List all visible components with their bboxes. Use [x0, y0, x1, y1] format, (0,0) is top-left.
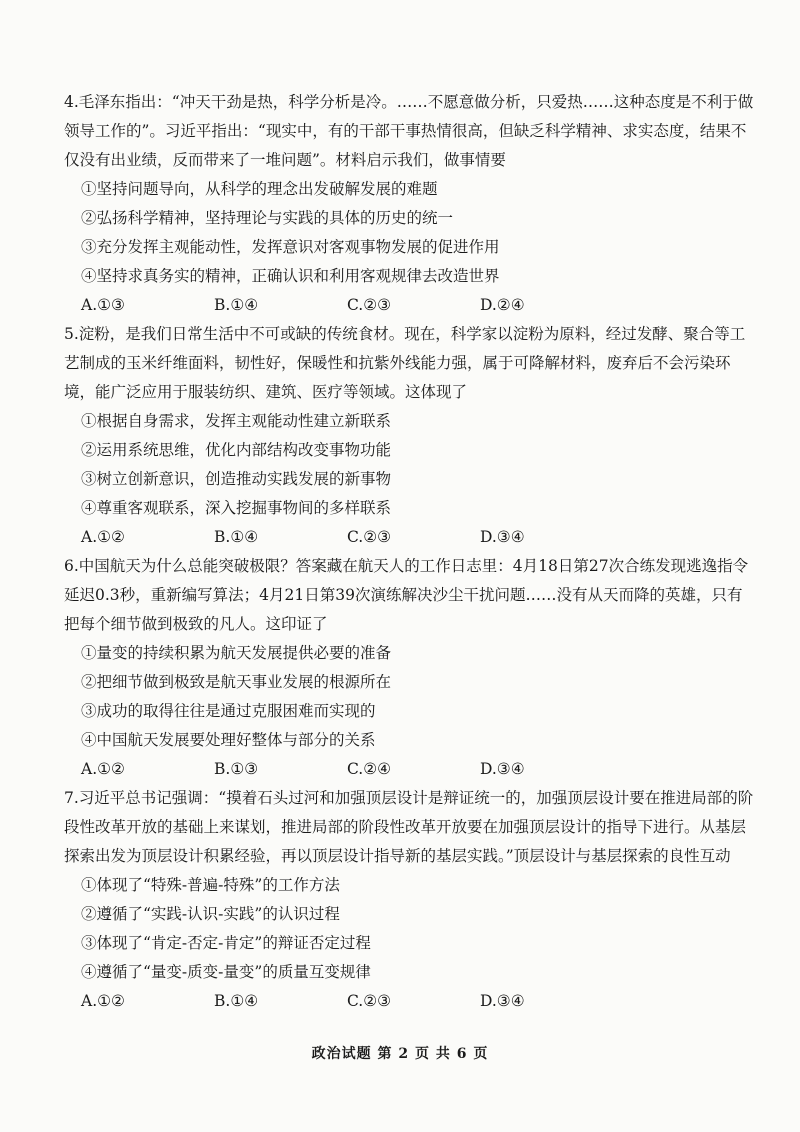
question-5	[64, 320, 754, 552]
answer-choices	[81, 987, 754, 1016]
question-4	[64, 88, 754, 320]
statement-option: ②遵循了“实践-认识-实践”的认识过程	[81, 905, 340, 923]
question-stem: 7.习近平总书记强调：“摸着石头过河和加强顶层设计是辩证统一的，加强顶层设计要在推进局部的阶段性改革开放的基础上来谋划，推进局部的阶段性改革开放要在加强顶层设计的指导下进行。从基层探索出发为顶层设计积累经验，再以顶层设计指导新的基层实践。”顶层设计与基层探索的良性互动	[64, 789, 754, 865]
answer-choice: A.①②	[81, 528, 125, 546]
page-footer: 政治试题 第 2 页 共 6 页	[311, 1046, 489, 1062]
answer-choice: C.②③	[347, 528, 392, 546]
question-6	[64, 552, 754, 784]
statement-option: ①体现了“特殊-普遍-特殊”的工作方法	[81, 876, 340, 894]
answer-choice: A.①③	[81, 296, 125, 314]
answer-choice: C.②③	[347, 992, 392, 1010]
answer-choices	[81, 291, 754, 320]
statement-option: ③树立创新意识，创造推动实践发展的新事物	[81, 470, 392, 488]
statement-option: ④坚持求真务实的精神，正确认识和利用客观规律去改造世界	[81, 267, 500, 285]
question-stem: 5.淀粉，是我们日常生活中不可或缺的传统食材。现在，科学家以淀粉为原料，经过发酵、聚合等工艺制成的玉米纤维面料，韧性好，保暖性和抗紫外线能力强，属于可降解材料，废弃后不会污染环境，能广泛应用于服装纺织、建筑、医疗等领域。这体现了	[64, 325, 746, 401]
statement-option: ①根据自身需求，发挥主观能动性建立新联系	[81, 412, 392, 430]
statement-option: ④中国航天发展要处理好整体与部分的关系	[81, 731, 376, 749]
statement-option: ②运用系统思维，优化内部结构改变事物功能	[81, 441, 392, 459]
answer-choice: A.①②	[81, 992, 125, 1010]
answer-choice: D.②④	[480, 296, 525, 314]
statement-option: ③充分发挥主观能动性，发挥意识对客观事物发展的促进作用	[81, 238, 500, 256]
answer-choice: A.①②	[81, 760, 125, 778]
answer-choice: B.①④	[214, 528, 259, 546]
answer-choice: B.①③	[214, 760, 259, 778]
statement-option: ④尊重客观联系，深入挖掘事物间的多样联系	[81, 499, 392, 517]
answer-choice: D.③④	[480, 760, 525, 778]
question-7	[64, 784, 754, 1016]
statement-option: ②弘扬科学精神，坚持理论与实践的具体的历史的统一	[81, 209, 454, 227]
answer-choices	[81, 755, 754, 784]
answer-choice: B.①④	[214, 296, 259, 314]
answer-choices	[81, 523, 754, 552]
answer-choice: D.③④	[480, 992, 525, 1010]
question-stem: 6.中国航天为什么总能突破极限？答案藏在航天人的工作日志里：4月18日第27次合练发现逃逸指令延迟0.3秒，重新编写算法；4月21日第39次演练解决沙尘干扰问题……没有从天而降的英雄，只有把每个细节做到极致的凡人。这印证了	[64, 557, 749, 633]
question-stem: 4.毛泽东指出：“冲天干劲是热，科学分析是冷。……不愿意做分析，只爱热……这种态度是不利于做领导工作的”。习近平指出：“现实中，有的干部干事热情很高，但缺乏科学精神、求实态度，结果不仅没有出业绩，反而带来了一堆问题”。材料启示我们，做事情要	[64, 93, 754, 169]
question-list	[64, 88, 754, 1016]
answer-choice: C.②④	[347, 760, 392, 778]
statement-option: ①量变的持续积累为航天发展提供必要的准备	[81, 644, 392, 662]
answer-choice: B.①④	[214, 992, 259, 1010]
statement-option: ①坚持问题导向，从科学的理念出发破解发展的难题	[81, 180, 438, 198]
statement-option: ④遵循了“量变-质变-量变”的质量互变规律	[81, 963, 371, 981]
statement-option: ②把细节做到极致是航天事业发展的根源所在	[81, 673, 392, 691]
answer-choice: D.③④	[480, 528, 525, 546]
answer-choice: C.②③	[347, 296, 392, 314]
statement-option: ③体现了“肯定-否定-肯定”的辩证否定过程	[81, 934, 371, 952]
statement-option: ③成功的取得往往是通过克服困难而实现的	[81, 702, 376, 720]
